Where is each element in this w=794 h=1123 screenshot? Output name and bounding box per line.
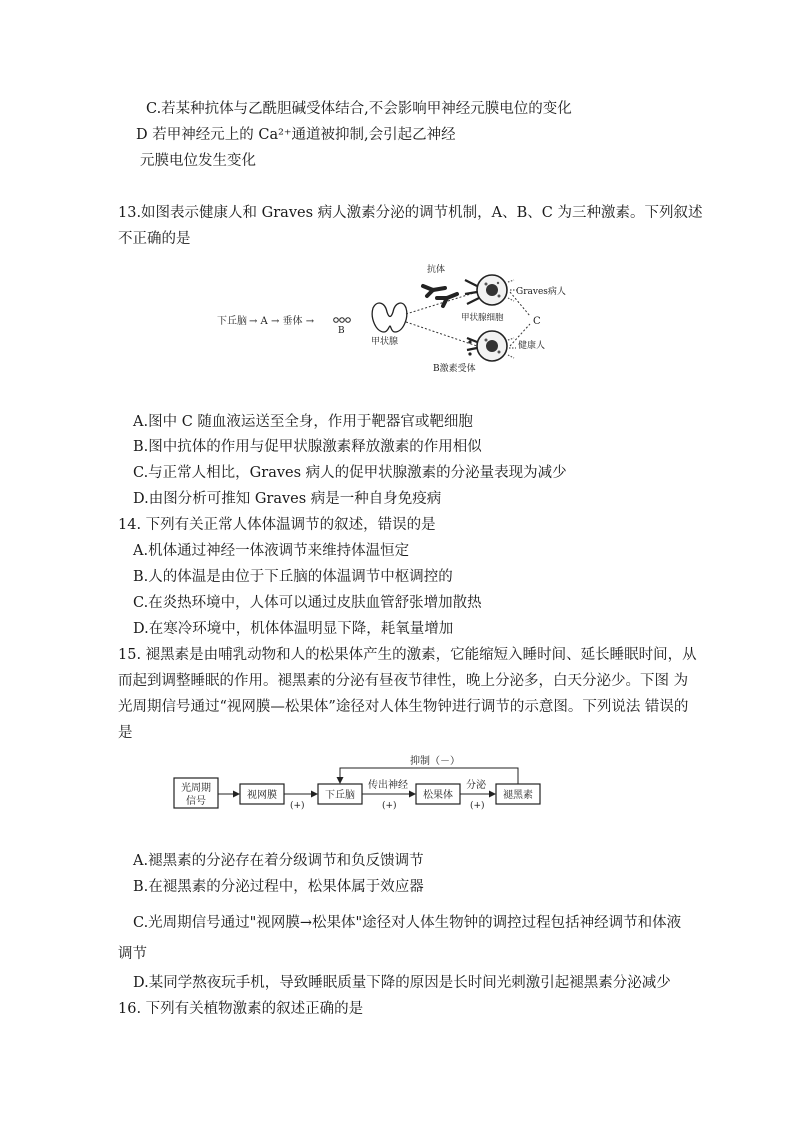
q12-option-d-cont: 元膜电位发生变化 [140,153,256,169]
fig15-box-hypothalamus-label: 下丘脑 [325,790,355,801]
q13-stem: 13.如图表示健康人和 Graves 病人激素分泌的调节机制，A、B、C 为三种激素。下列叙述 [118,205,703,221]
fig15-secrete-label: 分泌 [466,780,486,791]
q16-stem: 16. 下列有关植物激素的叙述正确的是 [118,1001,364,1017]
fig15-plus-3: (+) [470,801,485,811]
fig15-box-pineal-label: 松果体 [423,790,453,801]
q15-option-b: B.在褪黑素的分泌过程中，松果体属于效应器 [133,879,424,895]
fig13-b-molecules [334,318,351,323]
q13-option-c: C.与正常人相比，Graves 病人的促甲状腺激素的分泌量表现为减少 [133,465,567,481]
q14-option-b: B.人的体温是由位于下丘脑的体温调节中枢调控的 [133,569,453,585]
fig13-healthy-label: 健康人 [518,341,546,351]
q15-option-c-cont: 调节 [118,946,147,962]
fig15-box-light-signal-line2: 信号 [186,796,206,807]
q15-stem-cont-2: 光周期信号通过“视网膜—松果体”途径对人体生物钟进行调节的示意图。下列说法 错误的 [118,699,689,715]
fig13-thyroid-shape [372,303,407,332]
fig13-arrow-a: → A → 垂体 → [249,316,315,327]
q15-option-a: A.褪黑素的分泌存在着分级调节和负反馈调节 [133,853,424,869]
q15-option-c: C.光周期信号通过"视网膜→松果体"途径对人体生物钟的调控过程包括神经调节和体液 [133,915,682,931]
q14-option-c: C.在炎热环境中，人体可以通过皮肤血管舒张增加散热 [133,595,482,611]
q13-option-d: D.由图分析可推知 Graves 病是一种自身免疫病 [133,491,442,507]
q13-figure [205,262,595,377]
fig15-plus-2: (+) [382,801,397,811]
q15-stem: 15. 褪黑素是由哺乳动物和人的松果体产生的激素，它能缩短入睡时间、延长睡眠时间，从 [118,647,697,663]
q12-option-c: C.若某种抗体与乙酰胆碱受体结合,不会影响甲神经元膜电位的变化 [146,101,572,117]
q15-stem-cont-1: 而起到调整睡眠的作用。褪黑素的分泌有昼夜节律性，晚上分泌多，白天分泌少。下图 为 [118,673,689,689]
fig13-antibody-label: 抗体 [427,265,446,275]
fig15-box-melatonin-label: 褪黑素 [503,790,533,801]
fig13-hypothalamus: 下丘脑 [217,316,247,327]
q13-option-a: A.图中 C 随血液运送至全身，作用于靶器官或靶细胞 [133,414,473,430]
q14-stem: 14. 下列有关正常人体体温调节的叙述，错误的是 [118,517,436,533]
fig13-graves-label: Graves病人 [516,287,566,297]
fig15-box-light-signal-line1: 光周期 [181,783,211,794]
fig13-b-label: B [338,326,345,336]
q14-option-a: A.机体通过神经一体液调节来维持体温恒定 [133,543,410,559]
fig15-nerve-label: 传出神经 [368,780,408,791]
q13-stem-cont: 不正确的是 [118,231,191,247]
fig13-graves-cell [465,275,517,305]
fig15-box-retina-label: 视网膜 [247,790,277,801]
fig13-healthy-cell [467,331,516,361]
fig13-antibody-1 [423,286,445,296]
q15-stem-cont-3: 是 [118,725,133,741]
fig13-receptor-label: B激素受体 [433,364,476,374]
q13-option-b: B.图中抗体的作用与促甲状腺激素释放激素的作用相似 [133,439,482,455]
fig13-cell-label: 甲状腺细胞 [461,313,504,323]
fig15-feedback-arrow [340,768,518,784]
q12-option-d: D 若甲神经元上的 Ca²⁺通道被抑制,会引起乙神经 [136,127,456,143]
fig13-c-label: C [533,316,541,327]
fig13-thyroid-label: 甲状腺 [371,337,399,347]
q15-option-d: D.某同学熬夜玩手机，导致睡眠质量下降的原因是长时间光刺激引起褪黑素分泌减少 [133,975,671,991]
fig15-inhibit-label: 抑制（－） [410,756,460,767]
q14-option-d: D.在寒冷环境中，机体体温明显下降，耗氧量增加 [133,621,454,637]
fig13-antibody-2 [437,294,457,306]
fig15-plus-1: (+) [290,801,305,811]
q15-figure [168,748,548,812]
